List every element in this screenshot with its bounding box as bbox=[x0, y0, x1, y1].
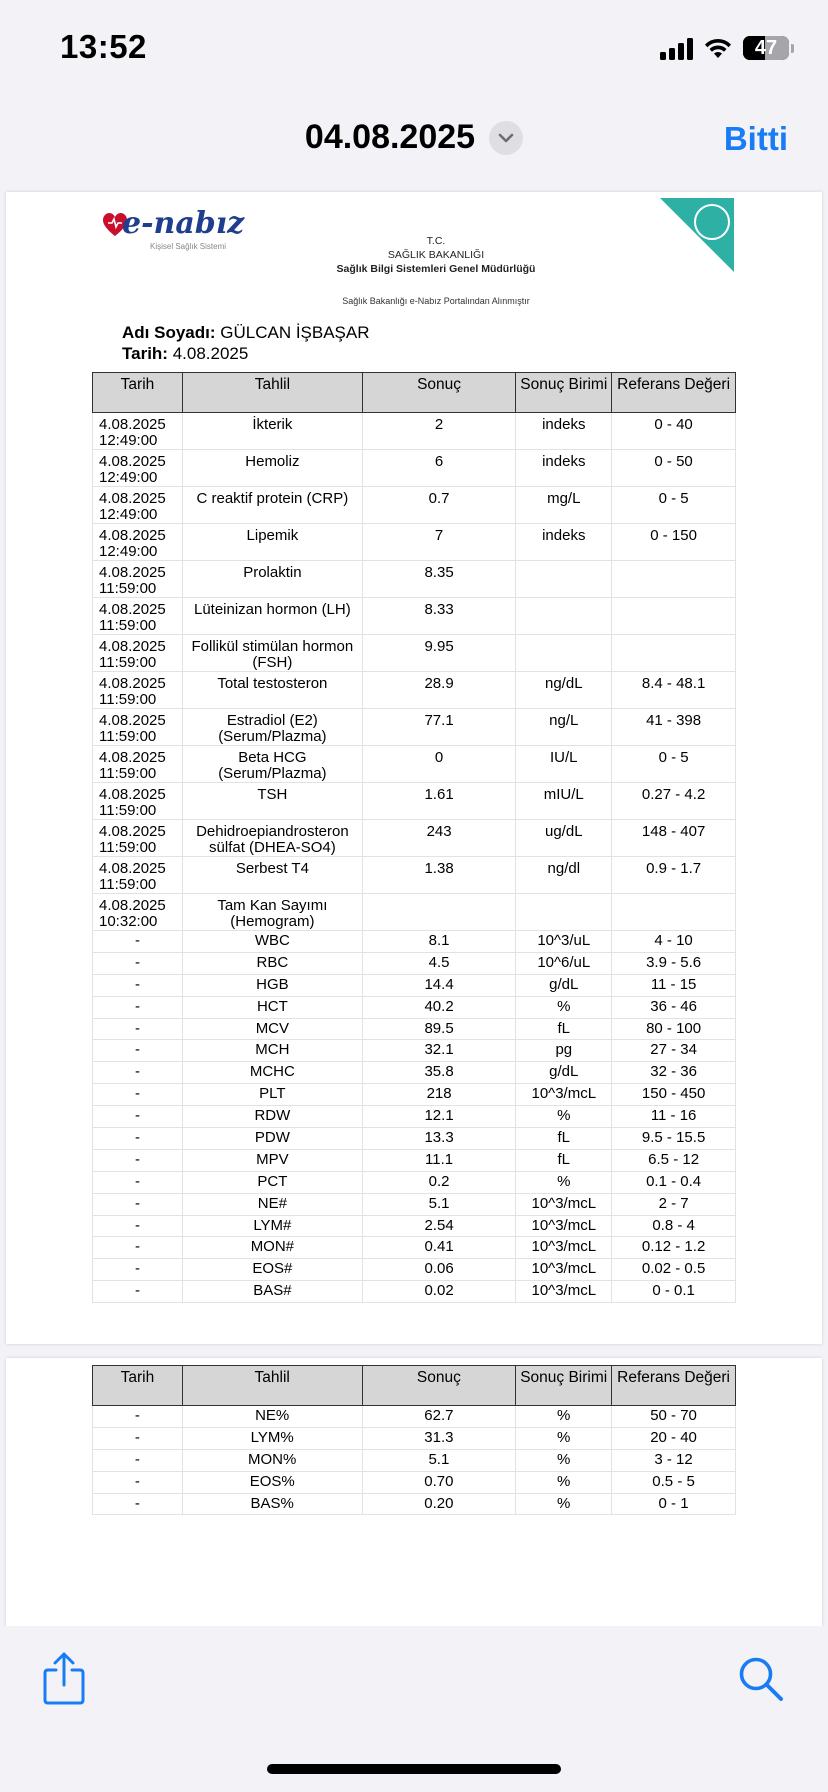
cell-reference: 0 - 150 bbox=[612, 524, 736, 561]
header-line: T.C. bbox=[426, 235, 446, 247]
cell-reference: 2 - 7 bbox=[612, 1193, 736, 1215]
cell-unit: ng/dL bbox=[516, 672, 612, 709]
table-row bbox=[93, 1149, 736, 1171]
cell-test: C reaktif protein (CRP) bbox=[182, 487, 362, 524]
ministry-seal-icon bbox=[694, 204, 730, 240]
cell-test: MON# bbox=[182, 1237, 362, 1259]
cell-unit: 10^3/mcL bbox=[516, 1237, 612, 1259]
cell-test: Hemoliz bbox=[182, 450, 362, 487]
cell-reference: 27 - 34 bbox=[612, 1040, 736, 1062]
cell-test: LYM% bbox=[182, 1427, 362, 1449]
cell-date: 4.08.2025 10:32:00 bbox=[93, 894, 183, 931]
table-row bbox=[93, 413, 736, 450]
cell-reference: 0 - 0.1 bbox=[612, 1281, 736, 1303]
cell-result: 8.35 bbox=[362, 561, 516, 598]
table-row bbox=[93, 820, 736, 857]
cell-reference: 0.12 - 1.2 bbox=[612, 1237, 736, 1259]
table-row bbox=[93, 1449, 736, 1471]
cell-reference: 11 - 16 bbox=[612, 1106, 736, 1128]
cell-unit: % bbox=[516, 1406, 612, 1428]
column-header: Tahlil bbox=[182, 373, 362, 413]
cell-result: 35.8 bbox=[362, 1062, 516, 1084]
cell-result: 11.1 bbox=[362, 1149, 516, 1171]
cell-test: EOS# bbox=[182, 1259, 362, 1281]
cell-date: 4.08.2025 11:59:00 bbox=[93, 561, 183, 598]
cell-result: 2 bbox=[362, 413, 516, 450]
cell-reference: 0 - 50 bbox=[612, 450, 736, 487]
cell-unit bbox=[516, 635, 612, 672]
cell-reference: 3 - 12 bbox=[612, 1449, 736, 1471]
cell-test: PLT bbox=[182, 1084, 362, 1106]
cell-test: Lüteinizan hormon (LH) bbox=[182, 598, 362, 635]
cell-date: - bbox=[93, 1128, 183, 1150]
status-time: 13:52 bbox=[60, 28, 147, 65]
cell-date: - bbox=[93, 1106, 183, 1128]
cell-test: NE% bbox=[182, 1406, 362, 1428]
cell-result: 0.7 bbox=[362, 487, 516, 524]
logo-subtitle: Kişisel Sağlık Sistemi bbox=[150, 242, 227, 251]
cell-date: - bbox=[93, 1171, 183, 1193]
cell-reference: 0 - 1 bbox=[612, 1493, 736, 1515]
cell-test: Follikül stimülan hormon (FSH) bbox=[182, 635, 362, 672]
cell-date: 4.08.2025 11:59:00 bbox=[93, 709, 183, 746]
table-row bbox=[93, 894, 736, 931]
cell-reference: 0.1 - 0.4 bbox=[612, 1171, 736, 1193]
cell-unit: ug/dL bbox=[516, 820, 612, 857]
document-page-2[interactable] bbox=[6, 1358, 822, 1658]
cell-unit: indeks bbox=[516, 524, 612, 561]
cell-test: EOS% bbox=[182, 1471, 362, 1493]
status-bar bbox=[0, 0, 828, 100]
cell-date: 4.08.2025 12:49:00 bbox=[93, 450, 183, 487]
cell-result: 218 bbox=[362, 1084, 516, 1106]
cell-result: 0.2 bbox=[362, 1171, 516, 1193]
table-row bbox=[93, 1427, 736, 1449]
cell-reference: 0 - 5 bbox=[612, 746, 736, 783]
date-label: Tarih: bbox=[122, 344, 168, 363]
cell-result: 28.9 bbox=[362, 672, 516, 709]
cell-result: 5.1 bbox=[362, 1449, 516, 1471]
cell-date: - bbox=[93, 1215, 183, 1237]
chevron-down-icon[interactable] bbox=[489, 121, 523, 155]
table-row bbox=[93, 783, 736, 820]
cell-unit bbox=[516, 561, 612, 598]
cell-result: 7 bbox=[362, 524, 516, 561]
table-row bbox=[93, 1259, 736, 1281]
nav-title-dropdown[interactable] bbox=[0, 118, 828, 157]
cell-reference: 0.5 - 5 bbox=[612, 1471, 736, 1493]
cell-unit bbox=[516, 598, 612, 635]
cell-test: Serbest T4 bbox=[182, 857, 362, 894]
cell-date: - bbox=[93, 1493, 183, 1515]
cell-date: - bbox=[93, 1084, 183, 1106]
column-header: Sonuç Birimi bbox=[516, 1366, 612, 1406]
cell-unit: % bbox=[516, 1449, 612, 1471]
cell-reference: 11 - 15 bbox=[612, 974, 736, 996]
cell-result: 0.20 bbox=[362, 1493, 516, 1515]
nav-title: 04.08.2025 bbox=[304, 118, 476, 156]
cell-test: Estradiol (E2) (Serum/Plazma) bbox=[182, 709, 362, 746]
cell-unit bbox=[516, 894, 612, 931]
cell-unit: 10^3/mcL bbox=[516, 1215, 612, 1237]
cell-test: MCH bbox=[182, 1040, 362, 1062]
cell-result: 0.06 bbox=[362, 1259, 516, 1281]
share-icon[interactable] bbox=[42, 1652, 86, 1706]
cell-date: - bbox=[93, 996, 183, 1018]
cell-result: 32.1 bbox=[362, 1040, 516, 1062]
portal-note: Sağlık Bakanlığı e-Nabız Portalından Alınmıştır bbox=[342, 296, 530, 306]
battery-icon bbox=[743, 36, 789, 60]
cell-reference: 0 - 5 bbox=[612, 487, 736, 524]
cell-test: NE# bbox=[182, 1193, 362, 1215]
column-header: Tarih bbox=[93, 373, 183, 413]
results-table bbox=[92, 1365, 736, 1515]
cell-reference: 32 - 36 bbox=[612, 1062, 736, 1084]
cell-reference: 0 - 40 bbox=[612, 413, 736, 450]
table-row bbox=[93, 487, 736, 524]
cell-result: 89.5 bbox=[362, 1018, 516, 1040]
cell-result: 40.2 bbox=[362, 996, 516, 1018]
table-row bbox=[93, 709, 736, 746]
cell-result: 8.33 bbox=[362, 598, 516, 635]
cell-unit: pg bbox=[516, 1040, 612, 1062]
cell-unit: mIU/L bbox=[516, 783, 612, 820]
cell-unit: indeks bbox=[516, 450, 612, 487]
cell-reference: 6.5 - 12 bbox=[612, 1149, 736, 1171]
cell-test: BAS% bbox=[182, 1493, 362, 1515]
cell-test: MCHC bbox=[182, 1062, 362, 1084]
cell-reference: 50 - 70 bbox=[612, 1406, 736, 1428]
cell-reference: 0.27 - 4.2 bbox=[612, 783, 736, 820]
column-header: Referans Değeri bbox=[612, 373, 736, 413]
cell-result bbox=[362, 894, 516, 931]
cell-reference: 0.8 - 4 bbox=[612, 1215, 736, 1237]
cell-date: - bbox=[93, 931, 183, 953]
column-header: Tarih bbox=[93, 1366, 183, 1406]
cell-test: İkterik bbox=[182, 413, 362, 450]
cell-unit: 10^3/mcL bbox=[516, 1259, 612, 1281]
cell-result: 2.54 bbox=[362, 1215, 516, 1237]
cell-reference bbox=[612, 894, 736, 931]
cell-unit: g/dL bbox=[516, 974, 612, 996]
search-icon[interactable] bbox=[738, 1656, 784, 1702]
cell-date: - bbox=[93, 1149, 183, 1171]
table-row bbox=[93, 996, 736, 1018]
cell-test: RBC bbox=[182, 952, 362, 974]
document-page-1[interactable] bbox=[6, 192, 822, 1344]
cell-reference: 41 - 398 bbox=[612, 709, 736, 746]
cell-test: PDW bbox=[182, 1128, 362, 1150]
ministry-header bbox=[226, 234, 646, 276]
cell-result: 1.38 bbox=[362, 857, 516, 894]
table-row bbox=[93, 1406, 736, 1428]
cell-date: - bbox=[93, 974, 183, 996]
table-row bbox=[93, 450, 736, 487]
cell-date: 4.08.2025 11:59:00 bbox=[93, 820, 183, 857]
cell-test: Beta HCG (Serum/Plazma) bbox=[182, 746, 362, 783]
header-line: Sağlık Bilgi Sistemleri Genel Müdürlüğü bbox=[336, 263, 536, 275]
column-header: Referans Değeri bbox=[612, 1366, 736, 1406]
cell-unit: 10^6/uL bbox=[516, 952, 612, 974]
table-row bbox=[93, 1471, 736, 1493]
table-row bbox=[93, 524, 736, 561]
cell-result: 5.1 bbox=[362, 1193, 516, 1215]
cell-date: 4.08.2025 11:59:00 bbox=[93, 672, 183, 709]
cell-date: 4.08.2025 12:49:00 bbox=[93, 524, 183, 561]
report-date: 4.08.2025 bbox=[172, 344, 249, 363]
table-row bbox=[93, 672, 736, 709]
table-row bbox=[93, 1237, 736, 1259]
table-row bbox=[93, 1193, 736, 1215]
table-row bbox=[93, 1128, 736, 1150]
cell-test: HCT bbox=[182, 996, 362, 1018]
cell-unit: 10^3/mcL bbox=[516, 1281, 612, 1303]
cell-reference: 8.4 - 48.1 bbox=[612, 672, 736, 709]
cell-date: - bbox=[93, 1259, 183, 1281]
table-row bbox=[93, 1018, 736, 1040]
cell-date: 4.08.2025 11:59:00 bbox=[93, 783, 183, 820]
cell-unit: 10^3/uL bbox=[516, 931, 612, 953]
cell-reference bbox=[612, 598, 736, 635]
column-header: Sonuç Birimi bbox=[516, 373, 612, 413]
cell-unit: % bbox=[516, 1171, 612, 1193]
cell-date: 4.08.2025 11:59:00 bbox=[93, 598, 183, 635]
cell-unit: % bbox=[516, 1427, 612, 1449]
cell-test: BAS# bbox=[182, 1281, 362, 1303]
cell-unit: fL bbox=[516, 1149, 612, 1171]
cell-reference: 36 - 46 bbox=[612, 996, 736, 1018]
cell-reference: 80 - 100 bbox=[612, 1018, 736, 1040]
cell-unit: 10^3/mcL bbox=[516, 1084, 612, 1106]
cell-reference: 9.5 - 15.5 bbox=[612, 1128, 736, 1150]
cell-date: - bbox=[93, 1062, 183, 1084]
table-row bbox=[93, 857, 736, 894]
cell-test: LYM# bbox=[182, 1215, 362, 1237]
home-indicator bbox=[267, 1764, 561, 1774]
cell-unit: % bbox=[516, 996, 612, 1018]
cell-reference bbox=[612, 635, 736, 672]
cell-reference: 150 - 450 bbox=[612, 1084, 736, 1106]
cell-unit: % bbox=[516, 1471, 612, 1493]
cell-test: Total testosteron bbox=[182, 672, 362, 709]
cell-unit: fL bbox=[516, 1018, 612, 1040]
cell-result: 243 bbox=[362, 820, 516, 857]
cell-date: - bbox=[93, 1471, 183, 1493]
cell-test: MPV bbox=[182, 1149, 362, 1171]
table-row bbox=[93, 1040, 736, 1062]
cell-result: 0.02 bbox=[362, 1281, 516, 1303]
cell-unit: indeks bbox=[516, 413, 612, 450]
name-label: Adı Soyadı: bbox=[122, 323, 216, 342]
table-row bbox=[93, 1281, 736, 1303]
cellular-signal-icon bbox=[660, 36, 693, 60]
column-header: Sonuç bbox=[362, 373, 516, 413]
cell-test: Tam Kan Sayımı (Hemogram) bbox=[182, 894, 362, 931]
table-row bbox=[93, 1493, 736, 1515]
cell-date: - bbox=[93, 1449, 183, 1471]
cell-date: 4.08.2025 11:59:00 bbox=[93, 746, 183, 783]
cell-date: - bbox=[93, 1281, 183, 1303]
cell-reference bbox=[612, 561, 736, 598]
cell-test: HGB bbox=[182, 974, 362, 996]
cell-date: 4.08.2025 11:59:00 bbox=[93, 635, 183, 672]
cell-reference: 0.9 - 1.7 bbox=[612, 857, 736, 894]
done-button[interactable]: Bitti bbox=[723, 120, 788, 157]
cell-unit: % bbox=[516, 1106, 612, 1128]
cell-reference: 4 - 10 bbox=[612, 931, 736, 953]
table-row bbox=[93, 1062, 736, 1084]
cell-result: 4.5 bbox=[362, 952, 516, 974]
cell-test: Prolaktin bbox=[182, 561, 362, 598]
battery-level: 47 bbox=[754, 36, 778, 59]
logo-text: e-nabız bbox=[122, 206, 245, 241]
cell-date: 4.08.2025 12:49:00 bbox=[93, 413, 183, 450]
cell-test: WBC bbox=[182, 931, 362, 953]
cell-reference: 20 - 40 bbox=[612, 1427, 736, 1449]
cell-test: Lipemik bbox=[182, 524, 362, 561]
cell-unit: 10^3/mcL bbox=[516, 1193, 612, 1215]
cell-test: RDW bbox=[182, 1106, 362, 1128]
header-line: SAĞLIK BAKANLIĞI bbox=[387, 249, 485, 261]
cell-date: - bbox=[93, 1237, 183, 1259]
cell-result: 9.95 bbox=[362, 635, 516, 672]
table-row bbox=[93, 931, 736, 953]
table-row bbox=[93, 1106, 736, 1128]
table-row bbox=[93, 561, 736, 598]
table-row bbox=[93, 1215, 736, 1237]
column-header: Sonuç bbox=[362, 1366, 516, 1406]
patient-name: GÜLCAN İŞBAŞAR bbox=[220, 323, 370, 342]
cell-date: - bbox=[93, 1406, 183, 1428]
cell-test: TSH bbox=[182, 783, 362, 820]
cell-reference: 0.02 - 0.5 bbox=[612, 1259, 736, 1281]
table-row bbox=[93, 746, 736, 783]
cell-date: - bbox=[93, 1040, 183, 1062]
table-row bbox=[93, 1171, 736, 1193]
table-row bbox=[93, 952, 736, 974]
cell-result: 0.70 bbox=[362, 1471, 516, 1493]
status-icons bbox=[660, 36, 794, 60]
cell-result: 1.61 bbox=[362, 783, 516, 820]
cell-unit: % bbox=[516, 1493, 612, 1515]
cell-unit: IU/L bbox=[516, 746, 612, 783]
cell-result: 8.1 bbox=[362, 931, 516, 953]
cell-date: 4.08.2025 11:59:00 bbox=[93, 857, 183, 894]
cell-reference: 3.9 - 5.6 bbox=[612, 952, 736, 974]
cell-test: PCT bbox=[182, 1171, 362, 1193]
table-row bbox=[93, 1084, 736, 1106]
cell-test: MON% bbox=[182, 1449, 362, 1471]
cell-reference: 148 - 407 bbox=[612, 820, 736, 857]
results-table bbox=[92, 372, 736, 1303]
cell-unit: mg/L bbox=[516, 487, 612, 524]
cell-date: 4.08.2025 12:49:00 bbox=[93, 487, 183, 524]
cell-unit: fL bbox=[516, 1128, 612, 1150]
cell-unit: g/dL bbox=[516, 1062, 612, 1084]
column-header: Tahlil bbox=[182, 1366, 362, 1406]
cell-test: Dehidroepiandrosteron sülfat (DHEA-SO4) bbox=[182, 820, 362, 857]
wifi-icon bbox=[703, 37, 733, 59]
table-row bbox=[93, 635, 736, 672]
cell-date: - bbox=[93, 1018, 183, 1040]
cell-result: 77.1 bbox=[362, 709, 516, 746]
cell-result: 62.7 bbox=[362, 1406, 516, 1428]
cell-result: 0.41 bbox=[362, 1237, 516, 1259]
cell-unit: ng/L bbox=[516, 709, 612, 746]
cell-result: 0 bbox=[362, 746, 516, 783]
table-row bbox=[93, 598, 736, 635]
cell-result: 13.3 bbox=[362, 1128, 516, 1150]
table-row bbox=[93, 974, 736, 996]
cell-result: 12.1 bbox=[362, 1106, 516, 1128]
patient-info bbox=[122, 322, 370, 364]
cell-date: - bbox=[93, 1193, 183, 1215]
cell-result: 14.4 bbox=[362, 974, 516, 996]
cell-result: 31.3 bbox=[362, 1427, 516, 1449]
cell-unit: ng/dl bbox=[516, 857, 612, 894]
cell-test: MCV bbox=[182, 1018, 362, 1040]
cell-result: 6 bbox=[362, 450, 516, 487]
cell-date: - bbox=[93, 1427, 183, 1449]
cell-date: - bbox=[93, 952, 183, 974]
